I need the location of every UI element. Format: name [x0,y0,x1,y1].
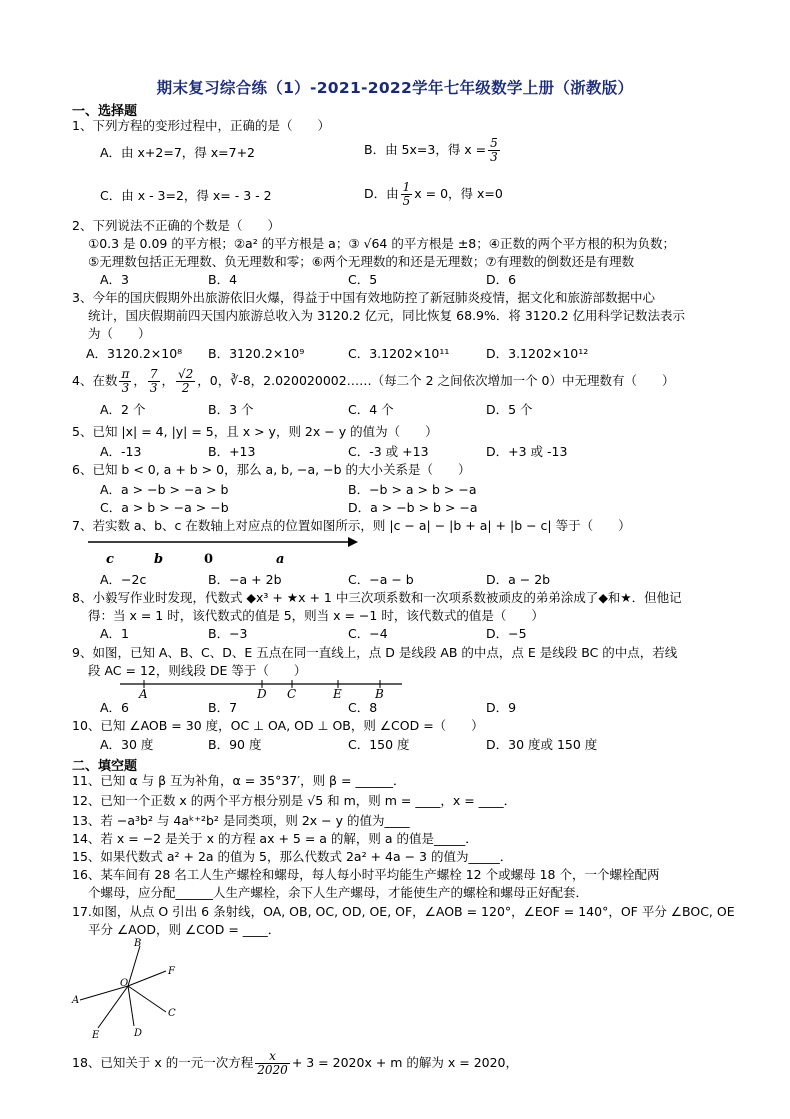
q9-option-c: C．8 [348,700,378,715]
q10-option-c: C．150 度 [348,737,410,752]
q1-option-d: D．由 $\frac{1}{5}$ x = 0，得 x=0 [364,180,503,208]
question-18-stem: 18、已知关于 x 的一元一次方程 $\frac{x}{2020}$ + 3 = 2020x + m 的解为 x = 2020， [72,1049,519,1077]
question-2-stem: 2、下列说法不正确的个数是（ ） [72,218,280,233]
question-10-stem: 10、已知 ∠AOB = 30 度，OC ⊥ OA, OD ⊥ OB，则 ∠COD =（ ） [72,718,484,733]
q10-option-d: D．30 度或 150 度 [486,737,598,752]
question-4-stem: 4、在数 $\frac{\pi}{3}$ ， $\frac{7}{3}$ ， $\frac{√2}{2}$ ，0，∛-8，2.020020002……（每二个 2 之间依次增加一个 0）中无理数有（ ） [72,367,675,395]
q6-option-c: C．a > b > −a > −b [100,500,229,515]
q2-option-a: A．3 [100,272,130,287]
q8-option-a: A．1 [100,626,130,641]
q10-option-b: B．90 度 [208,737,262,752]
question-5-stem: 5、已知 |x| = 4, |y| = 5，且 x > y，则 2x − y 的值为（ ） [72,424,438,439]
question-12: 12、已知一个正数 x 的两个平方根分别是 √5 和 m，则 m = ____，x = ____． [72,793,517,808]
question-17-line-2: 平分 ∠AOD，则 ∠COD = ____． [88,922,281,937]
q2-statement-line-1: ①0.3 是 0.09 的平方根；②a² 的平方根是 a；③ √64 的平方根是 ±8；④正数的两个平方根的积为负数； [88,236,675,251]
q9-option-a: A．6 [100,700,130,715]
q17-rays-diagram [68,938,198,1042]
point-label-a: A [139,687,148,700]
q4-option-b: B．3 个 [208,402,254,417]
q9-segment-diagram [116,678,406,700]
q2-option-d: D．6 [486,272,517,287]
q6-option-a: A．a > −b > −a > b [100,482,229,497]
q1-option-b: B．由 5x=3，得 x = $\frac{5}{3}$ [364,136,498,164]
section-heading-choice: 一、选择题 [72,104,138,119]
q8-option-d: D．−5 [486,626,527,641]
question-3-line-3: 为（ ） [88,326,151,341]
q6-option-b: B．−b > a > b > −a [348,482,477,497]
question-7-stem: 7、若实数 a、b、c 在数轴上对应点的位置如图所示，则 |c − a| − |b + a| + |b − c| 等于（ ） [72,518,631,533]
q3-option-c: C．3.1202×10¹¹ [348,346,450,361]
q1-option-c: C．由 x - 3=2，得 x= - 3 - 2 [100,188,272,203]
question-17-line-1: 17.如图，从点 O 引出 6 条射线，OA, OB, OC, OD, OE, OF，∠AOB = 120°，∠EOF = 140°，OF 平分 ∠BOC, OE [72,904,735,919]
point-label-o: O [120,978,129,989]
q10-option-a: A．30 度 [100,737,154,752]
question-6-stem: 6、已知 b < 0, a + b > 0，那么 a, b, −a, −b 的大小关系是（ ） [72,462,471,477]
point-label-d: D [134,1028,143,1039]
ray-oc [128,986,166,1012]
q4-option-a: A．2 个 [100,402,146,417]
point-label-c: c [106,552,114,567]
q5-option-a: A．-13 [100,444,142,459]
question-14: 14、若 x = −2 是关于 x 的方程 ax + 5 = a 的解，则 a 的值是_____． [72,831,478,846]
q7-number-line [86,532,358,572]
q7-option-c: C．−a − b [348,572,414,587]
q5-option-b: B．+13 [208,444,256,459]
q5-option-c: C．-3 或 +13 [348,444,429,459]
ray-oe [98,986,128,1028]
question-8-line-1: 8、小毅写作业时发现，代数式 ◆x³ + ★x + 1 中三次项系数和一次项系数被顽皮的弟弟涂成了◆和★．但他记 [72,590,682,605]
point-label-zero: 0 [204,552,214,567]
point-label-b: B [134,938,142,949]
question-3-line-2: 统计，国庆假期前四天国内旅游总收入为 3120.2 亿元，同比恢复 68.9%．将 3120.2 亿用科学记数法表示 [88,308,686,323]
point-label-a: a [276,552,285,567]
q8-option-c: C．−4 [348,626,388,641]
arrow-right-icon [348,537,358,547]
point-label-e: E [92,1030,100,1041]
ray-of [128,971,166,986]
ray-od [128,986,134,1026]
q3-option-a: A．3120.2×10⁸ [86,346,183,361]
q2-option-c: C．5 [348,272,378,287]
section-heading-fill-in: 二、填空题 [72,759,138,774]
question-1-stem: 1、下列方程的变形过程中，正确的是（ ） [72,118,330,133]
ray-ob [128,946,140,986]
point-label-f: F [168,966,175,977]
q6-option-d: D．a > −b > b > −a [348,500,478,515]
question-8-line-2: 得：当 x = 1 时，该代数式的值是 5，则当 x = −1 时，该代数式的值是（ ） [88,608,544,623]
question-9-line-2: 段 AC = 12，则线段 DE 等于（ ） [88,663,307,678]
q1-option-a: A．由 x+2=7，得 x=7+2 [100,145,255,160]
point-label-a: A [72,995,80,1006]
q4-option-c: C．4 个 [348,402,394,417]
question-9-line-1: 9、如图，已知 A、B、C、D、E 五点在同一直线上，点 D 是线段 AB 的中点，点 E 是线段 BC 的中点，若线 [72,645,678,660]
q3-option-d: D．3.1202×10¹² [486,346,589,361]
question-15: 15、如果代数式 a² + 2a 的值为 5，那么代数式 2a² + 4a − 3 的值为_____． [72,849,513,864]
q7-option-d: D．a − 2b [486,572,551,587]
q2-option-b: B．4 [208,272,238,287]
q3-option-b: B．3120.2×10⁹ [208,346,305,361]
point-label-d: D [257,687,267,700]
point-label-c: C [168,1008,176,1019]
question-13: 13、若 −a³b² 与 4aᵏ⁺²b² 是同类项，则 2x − y 的值为____ [72,813,410,828]
point-label-b: b [154,552,164,567]
page-title: 期末复习综合练（1）-2021-2022学年七年级数学上册（浙教版） [156,79,634,97]
q8-option-b: B．−3 [208,626,248,641]
question-16-line-2: 个螺母，应分配______人生产螺栓，余下人生产螺母，才能使生产的螺栓和螺母正好配套． [88,885,589,900]
q4-option-d: D．5 个 [486,402,533,417]
question-16-line-1: 16、某车间有 28 名工人生产螺栓和螺母，每人每小时平均能生产螺栓 12 个或螺母 18 个，一个螺栓配两 [72,867,660,882]
q7-option-a: A．−2c [100,572,147,587]
q7-option-b: B．−a + 2b [208,572,282,587]
q5-option-d: D．+3 或 -13 [486,444,568,459]
q2-statement-line-2: ⑤无理数包括正无理数、负无理数和零；⑥两个无理数的和还是无理数；⑦有理数的倒数还是有理数 [88,254,635,269]
point-label-c: C [287,687,297,700]
point-label-b: B [375,687,384,700]
q9-option-d: D．9 [486,700,517,715]
question-3-line-1: 3、今年的国庆假期外出旅游依旧火爆，得益于中国有效地防控了新冠肺炎疫情，据文化和旅游部数据中心 [72,290,655,305]
q9-option-b: B．7 [208,700,238,715]
point-label-e: E [333,687,342,700]
question-11: 11、已知 α 与 β 互为补角，α = 35°37′，则 β = ______． [72,773,406,788]
